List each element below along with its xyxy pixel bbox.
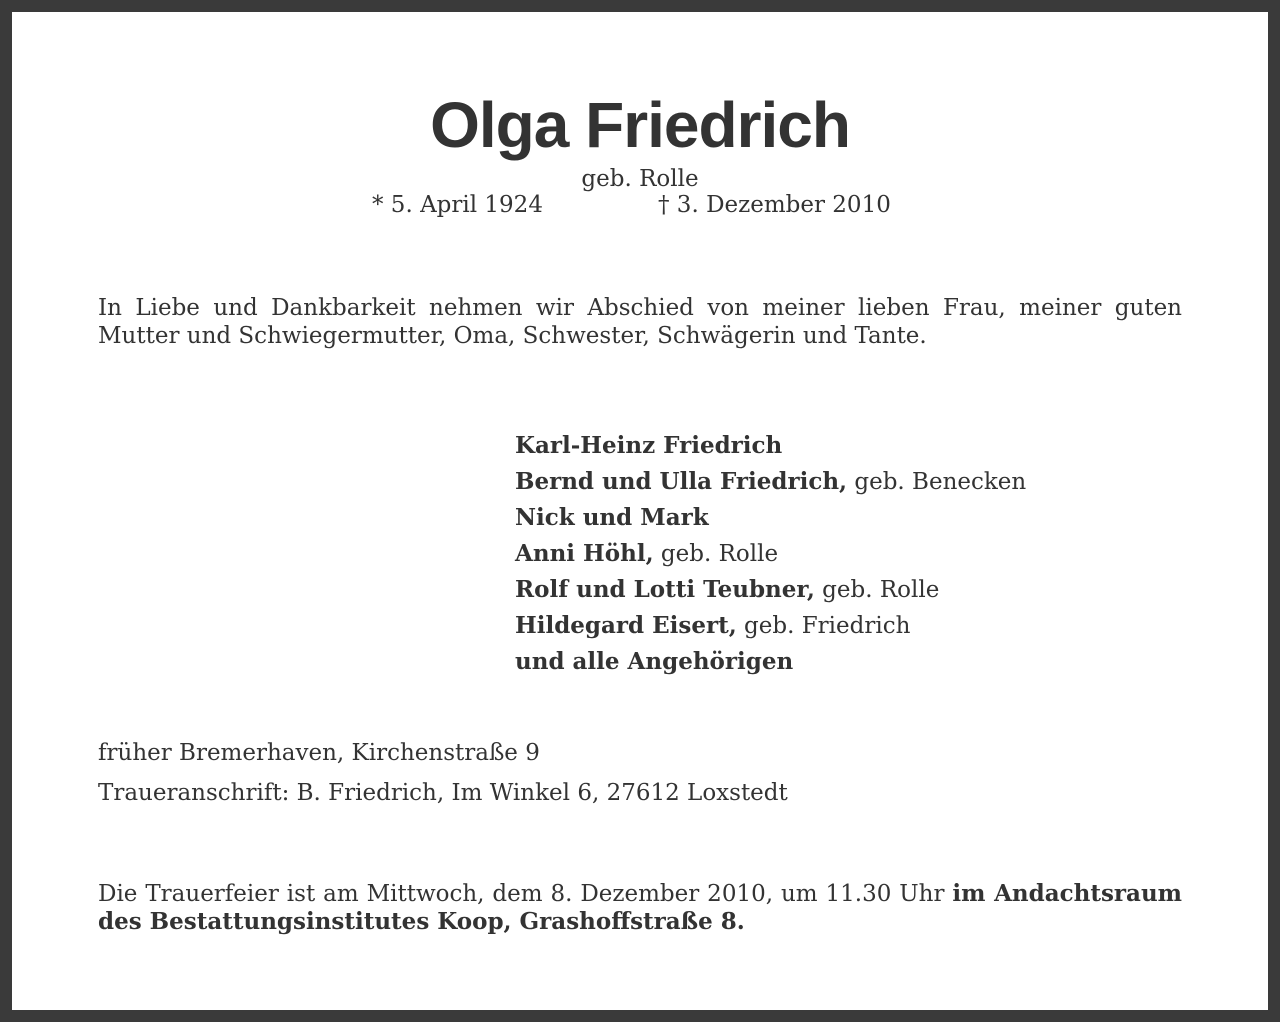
deceased-name: Olga Friedrich [430, 89, 850, 161]
former-address: früher Bremerhaven, Kirchenstraße 9 [98, 740, 540, 766]
obituary-notice [12, 12, 1268, 1010]
service-location: im Andachtsraum des Bestattungsinstitutes Koop, Grashoffstraße 8. [98, 880, 1182, 935]
mourner-name: Nick und Mark [515, 504, 709, 531]
mourner-name: Hildegard Eisert, [515, 612, 737, 639]
mourner-suffix: geb. Friedrich [736, 613, 911, 639]
mourner-line [515, 464, 1026, 500]
service-text: Die Trauerfeier ist am Mittwoch, dem 8. Dezember 2010, um 11.30 Uhr [98, 881, 953, 907]
mourner-suffix: geb. Rolle [814, 577, 940, 603]
mourner-name: und alle Angehörigen [515, 648, 794, 675]
mourner-suffix: geb. Rolle [653, 541, 779, 567]
mourner-name: Karl-Heinz Friedrich [515, 432, 783, 459]
mourning-address: Traueranschrift: B. Friedrich, Im Winkel 6, 27612 Loxstedt [98, 780, 788, 806]
mourner-name: Bernd und Ulla Friedrich, [515, 468, 848, 495]
death-date: † 3. Dezember 2010 [658, 192, 891, 218]
mourners-list [515, 428, 1026, 680]
funeral-service-info [98, 880, 1182, 936]
mourner-line [515, 428, 1026, 464]
mourner-line [515, 536, 1026, 572]
mourner-name: Rolf und Lotti Teubner, [515, 576, 815, 603]
mourner-line [515, 500, 1026, 536]
mourner-name: Anni Höhl, [515, 540, 654, 567]
farewell-text: In Liebe und Dankbarkeit nehmen wir Abschied von meiner lieben Frau, meiner guten Mutter und Schwiegermutter, Oma, Schwester, Schwägerin und Tante. [98, 295, 1182, 349]
mourner-line [515, 644, 1026, 680]
mourner-suffix: geb. Benecken [847, 469, 1027, 495]
mourner-line [515, 608, 1026, 644]
mourner-line [515, 572, 1026, 608]
birth-date: * 5. April 1924 [372, 192, 543, 218]
maiden-name: geb. Rolle [581, 166, 699, 192]
